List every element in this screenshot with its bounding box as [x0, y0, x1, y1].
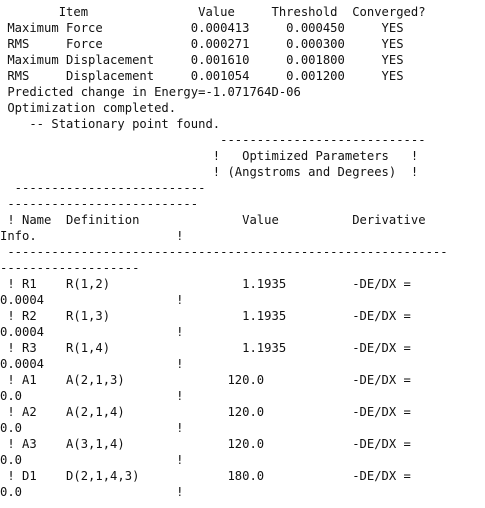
table-row-d1-wrap: 0.0 !: [0, 485, 184, 499]
table-row-r1-wrap: 0.0004 !: [0, 293, 184, 307]
table-row-a3-wrap: 0.0 !: [0, 453, 184, 467]
convergence-header-line: Item Value Threshold Converged?: [0, 5, 426, 19]
optimization-completed-line: Optimization completed.: [0, 101, 177, 115]
table-row-a1-wrap: 0.0 !: [0, 389, 184, 403]
params-box-units: ! (Angstroms and Degrees) !: [0, 165, 419, 179]
params-box-bottom-border-2: --------------------------: [0, 197, 199, 211]
params-box-bottom-border-1: --------------------------: [0, 181, 411, 195]
table-row-a2: ! A2 A(2,1,4) 120.0 -DE/DX =: [0, 405, 411, 419]
table-row-r3: ! R3 R(1,4) 1.1935 -DE/DX =: [0, 341, 411, 355]
table-row-r3-wrap: 0.0004 !: [0, 357, 184, 371]
table-row-a1: ! A1 A(2,1,3) 120.0 -DE/DX =: [0, 373, 411, 387]
params-box-title: ! Optimized Parameters !: [0, 149, 419, 163]
convergence-row-rms-force: RMS Force 0.000271 0.000300 YES: [0, 37, 404, 51]
table-rule-2: -------------------: [0, 261, 140, 275]
table-row-a3: ! A3 A(3,1,4) 120.0 -DE/DX =: [0, 437, 411, 451]
table-row-r1: ! R1 R(1,2) 1.1935 -DE/DX =: [0, 277, 411, 291]
table-row-d1: ! D1 D(2,1,4,3) 180.0 -DE/DX =: [0, 469, 411, 483]
energy-change-line: Predicted change in Energy=-1.071764D-06: [0, 85, 301, 99]
table-row-a2-wrap: 0.0 !: [0, 421, 184, 435]
stationary-point-line: -- Stationary point found.: [0, 117, 221, 131]
table-header-wrap: Info. !: [0, 229, 184, 243]
params-box-top-border: ----------------------------: [0, 133, 426, 147]
convergence-row-rms-displacement: RMS Displacement 0.001054 0.001200 YES: [0, 69, 404, 83]
table-row-r2-wrap: 0.0004 !: [0, 325, 184, 339]
table-row-r2: ! R2 R(1,3) 1.1935 -DE/DX =: [0, 309, 411, 323]
table-rule-1: ------------------------------------------------------------: [0, 245, 448, 259]
convergence-row-max-displacement: Maximum Displacement 0.001610 0.001800 YES: [0, 53, 404, 67]
convergence-row-max-force: Maximum Force 0.000413 0.000450 YES: [0, 21, 404, 35]
table-header-line: ! Name Definition Value Derivative: [0, 213, 426, 227]
